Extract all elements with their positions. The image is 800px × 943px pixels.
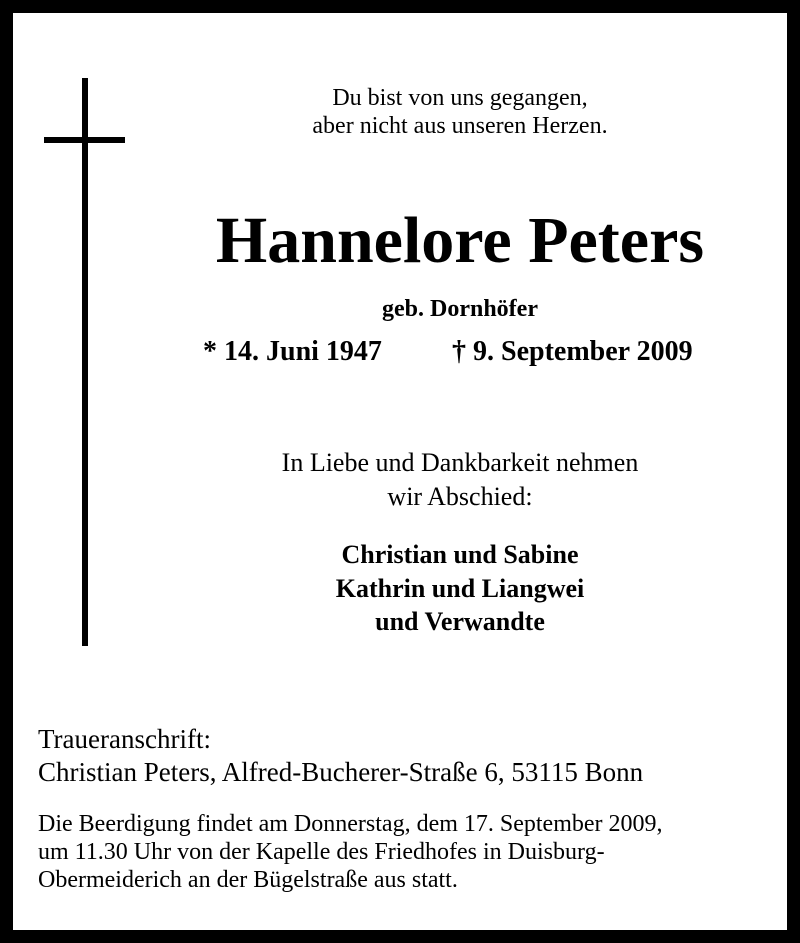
mourner-line-1: Christian und Sabine	[341, 540, 579, 569]
funeral-line-1: Die Beerdigung findet am Donnerstag, dem 17. September 2009,	[38, 811, 663, 837]
farewell-line-2: wir Abschied:	[387, 482, 533, 511]
death-date: † 9. September 2009	[452, 336, 693, 367]
cross-horizontal-bar	[44, 137, 125, 143]
motto-line-1: Du bist von uns gegangen,	[332, 85, 588, 111]
mourning-address: Christian Peters, Alfred-Bucherer-Straße 6, 53115 Bonn	[38, 757, 644, 787]
address-label: Traueranschrift:	[38, 724, 211, 754]
maiden-name: geb. Dornhöfer	[382, 296, 538, 322]
birth-date: * 14. Juni 1947	[203, 336, 382, 367]
motto-line-2: aber nicht aus unseren Herzen.	[312, 113, 608, 139]
cross-vertical-bar	[82, 78, 88, 646]
funeral-line-2: um 11.30 Uhr von der Kapelle des Friedhofes in Duisburg-	[38, 839, 605, 865]
deceased-name: Hannelore Peters	[215, 204, 705, 277]
mourner-line-2: Kathrin und Liangwei	[335, 574, 585, 603]
mourner-line-3: und Verwandte	[375, 607, 545, 636]
farewell-line-1: In Liebe und Dankbarkeit nehmen	[281, 448, 639, 477]
funeral-line-3: Obermeiderich an der Bügelstraße aus statt.	[38, 867, 458, 893]
